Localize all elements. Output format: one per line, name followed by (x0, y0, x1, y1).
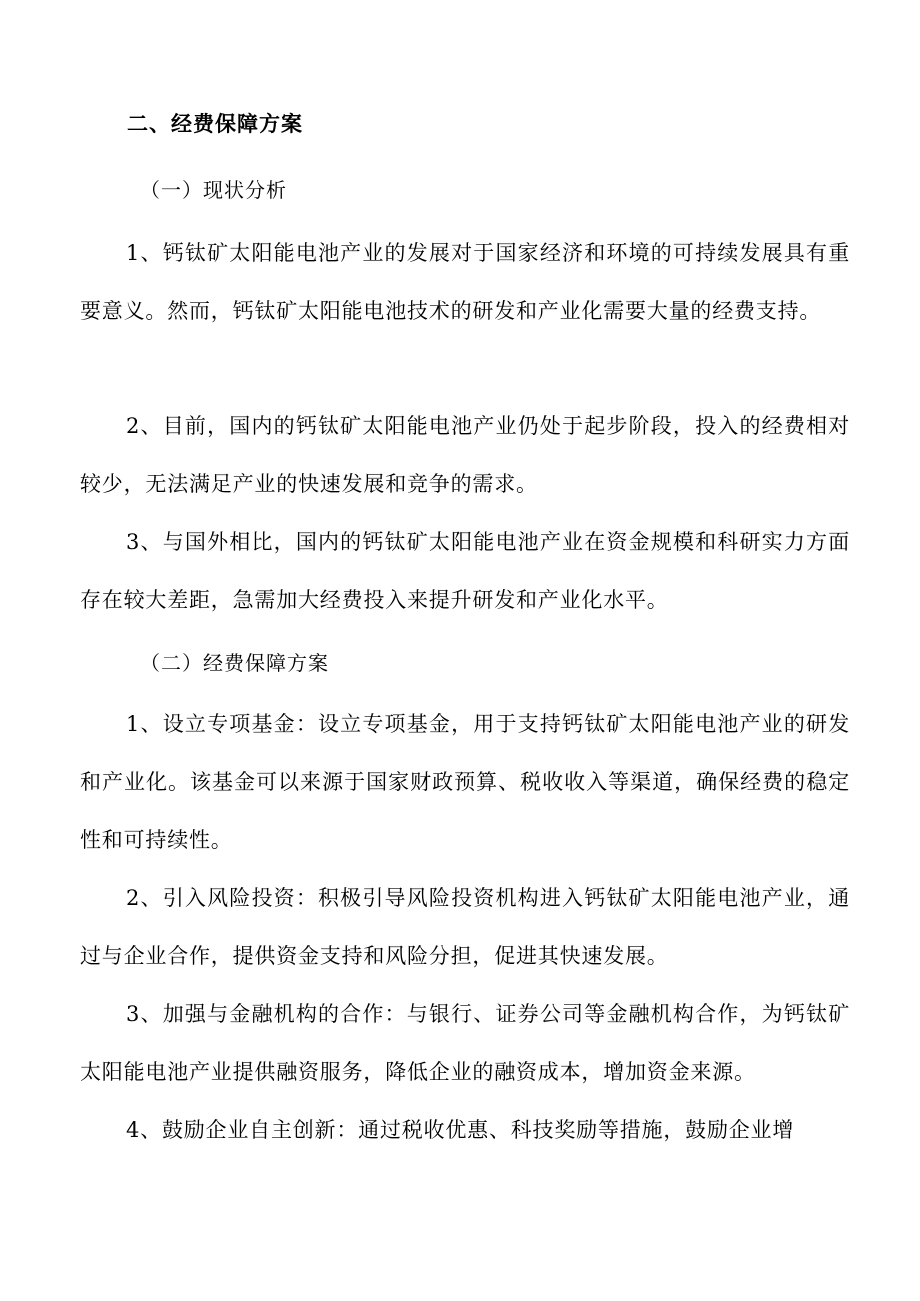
paragraph: 3、加强与金融机构的合作：与银行、证券公司等金融机构合作，为钙钛矿太阳能电池产业提供融资服务，降低企业的融资成本，增加资金来源。 (80, 1002, 850, 1084)
paragraph: 4、鼓励企业自主创新：通过税收优惠、科技奖励等措施，鼓励企业增 (126, 1118, 795, 1142)
paragraph: 1、设立专项基金：设立专项基金，用于支持钙钛矿太阳能电池产业的研发和产业化。该基金可以来源于国家财政预算、税收收入等渠道，确保经费的稳定性和可持续性。 (80, 712, 850, 852)
paragraph: 2、引入风险投资：积极引导风险投资机构进入钙钛矿太阳能电池产业，通过与企业合作，提供资金支持和风险分担，促进其快速发展。 (80, 886, 850, 968)
subsection-title-status-analysis: （一）现状分析 (140, 178, 287, 202)
subsection-title-funding-plan: （二）经费保障方案 (140, 651, 329, 675)
section-heading: 二、经费保障方案 (127, 111, 303, 136)
paragraph: 3、与国外相比，国内的钙钛矿太阳能电池产业在资金规模和科研实力方面存在较大差距，急需加大经费投入来提升研发和产业化水平。 (80, 530, 850, 612)
paragraph: 2、目前，国内的钙钛矿太阳能电池产业仍处于起步阶段，投入的经费相对较少，无法满足产业的快速发展和竞争的需求。 (80, 414, 850, 496)
paragraph: 1、钙钛矿太阳能电池产业的发展对于国家经济和环境的可持续发展具有重要意义。然而，钙钛矿太阳能电池技术的研发和产业化需要大量的经费支持。 (80, 241, 850, 323)
